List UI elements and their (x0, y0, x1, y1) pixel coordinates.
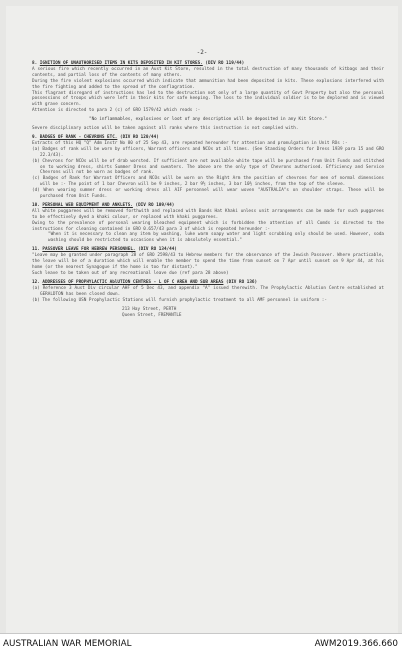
section-ref: (DIV RO 136) (226, 279, 258, 285)
list-item: (a) Badges of rank will be worn by officers, Warrant officers and NCOs at all times. (See Standing Orders for Dress 1939 para 15 and GRO 22.3/43). (32, 146, 384, 158)
paragraph: During the fire violent explosions occurred which indicate that ammunition had been deposited in kits. These explosions interfered with the fire fighting and added to the spread of the conflagration. (32, 78, 384, 90)
address-line: 213 Hay Street, PERTH (122, 307, 177, 313)
section-number: 8. (32, 61, 38, 66)
paragraph: "Leave may be granted under paragraph 28 of GRO 2598/43 to Hebrew members for the observance of the Jewish Passover. Where practicable, the leave will be of a duration which will enable the member to spend the time from sunset on 7 Apr until sunset on 9 Apr 44, at his home (or the nearest Synagogue if the home is too far distant)." (32, 253, 384, 270)
section-ref: (DIV RO 119/44) (205, 61, 245, 66)
section-number: 9. (32, 134, 38, 140)
section-title: BADGES OF RANK - CHEVRONS ETC. (39, 134, 118, 140)
section-title: PASSOVER LEAVE FOR HEBREW PERSONNEL. (42, 247, 136, 253)
section-number: 10. (32, 202, 40, 208)
paragraph: This flagrant disregard of instructions has led to the destruction not only of a large quantity of Govt Property but also the personal possessions of troops which were left in their kits for safe keeping. The loss to the individual soldier is to be deplored and is viewed with grave concern. (32, 90, 384, 108)
list-item: (b) The following USN Prophylactic Stations will furnish prophylactic treatment to all AMF personnel in uniform :- (32, 297, 327, 303)
section-ref: (DIV RO 120/44) (119, 134, 159, 140)
section-title: ADDRESSES OF PROPHYLACTIC AblUTION CENTRES - L OF C AREA AND SUB AREAS (42, 279, 224, 285)
section-10 (32, 203, 384, 244)
archive-name: AUSTRALIAN WAR MEMORIAL (3, 639, 132, 649)
archive-footer (0, 633, 402, 653)
list-item: (c) Badges of Rank for Warrant Officers and NCOs will be worn on the Right Arm the position of chevrons for men of normal dimensions will be :- The point of 1 bar Chevron will be 9 inches, 2 bar 9½ inches, 3 bar 10½ inches, from the top of the sleeve. (32, 176, 384, 188)
paragraph: Attention is directed to para 2 (c) of GRO 1579/42 which reads :- (32, 108, 201, 114)
paragraph: A serious fire which recently occurred in an Aust Kit Store, resulted in the total destruction of many thousands of kitbags and their contents, and partial loss of the contents of many others. (32, 66, 384, 78)
address-line: Queen Street, FREMANTLE (122, 313, 182, 319)
list-item: (a) Reference 3 Aust Div circular AHF of 5 Dec 43, and appendix "A" issued therewith. The Prophylactic Ablution Centre established at GERALDTON has been closed down. (32, 285, 384, 297)
paragraph: Extracts of this HQ "Q" Adm Instr No 80 of 25 Sep 43, are repeated hereunder for attention and promulgation in Unit ROs :- (32, 140, 348, 146)
section-title: PERSONAL WEB EQUIPMENT AND ANKLETS. (42, 202, 133, 208)
section-ref: (DIV RO 134/44) (138, 247, 177, 253)
paragraph: Such leave to be taken out of any recreational leave due (ref para 28 above) (32, 270, 229, 276)
paragraph: Severe disciplinary action will be taken against all ranks where this instruction is not complied with. (32, 126, 299, 132)
section-number: 12. (32, 279, 40, 285)
document-body (32, 61, 384, 322)
paragraph: Owing to the prevalence of personal wearing bleached equipment which is forbidden the attention of all Comds is directed to the instructions for cleaning contained in GRO 0.657/43 para 3 of which is repeated hereunder :- (32, 220, 384, 232)
section-11 (32, 247, 384, 277)
list-item: (d) When wearing summer dress or working dress all AIF personnel will wear woven "AUSTRALIA"s on shoulder straps. These will be purchased from Unit Funds. (32, 188, 384, 200)
section-8 (32, 61, 384, 132)
section-number: 11. (32, 247, 40, 253)
section-ref: (DIV RO 109/44) (135, 202, 175, 208)
archive-reference: AWM2019.366.660 (314, 639, 398, 649)
section-title: IGNITION OF UNAUTHORISED ITEMS IN KITS DEPOSITED IN KIT STORES. (39, 61, 203, 66)
list-item: (b) Chevrons for NCOs will be of drab worsted. If sufficient are not available white tape will be purchased from Unit Funds and stitched on to working dress, shirts Summer Dress and sweaters. The above are the only type of Chevrons authorised. Efficiency and Service Chevrons will not be worn as badges of rank. (32, 158, 384, 176)
quoted-instruction: "No inflammables, explosives or loot of any description will be deposited in any Kit Store." (89, 117, 327, 123)
section-9 (32, 135, 384, 200)
document-sheet (6, 6, 398, 634)
section-12 (32, 280, 384, 319)
quoted-instruction: "When it is necessary to clean any item by washing, luke warm soapy water and light scrubbing only should be used. However, soda washing should be restricted to occasions when it is absolutely essential." (48, 232, 384, 244)
paragraph: All white puggarees will be removed forthwith and replaced with Bands Hat Khaki unless unit arrangements can be made for such puggarees to be effectively dyed a khaki colour, or replaced with khaki puggarees. (32, 208, 384, 220)
page-number: -2- (196, 49, 208, 56)
